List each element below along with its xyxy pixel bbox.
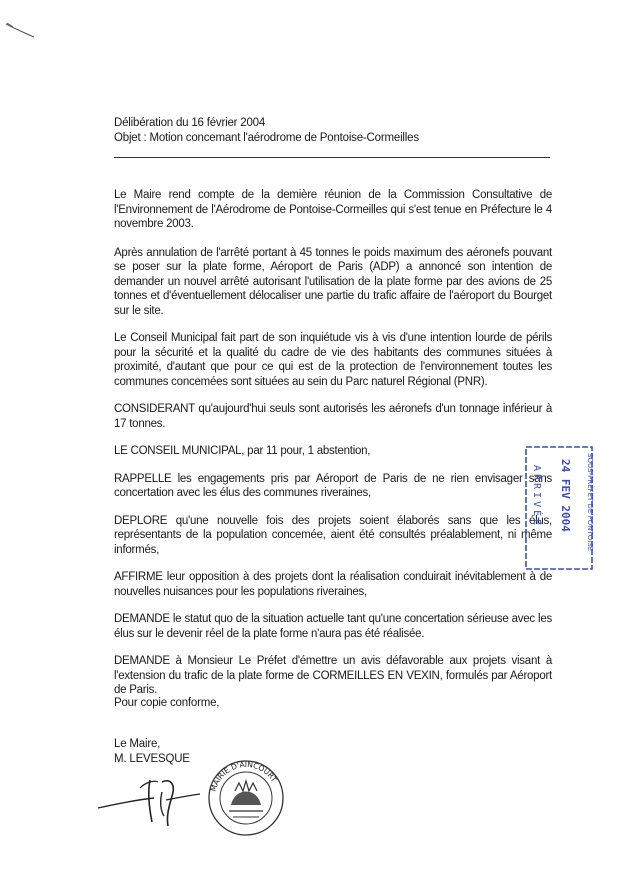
paragraph-context: Après annulation de l'arrêté portant à 45 tonnes le poids maximum des aéronefs pouvant se poser sur la plate forme, Aéroport de Paris (ADP) a annoncé son intention de demander un nouvel arrêté autorisant l'utilisation de la plate forme par des avions de 25 tonnes et d'éventuellement délocaliser une partie du trafic affaire de l'aéroport du Bourget sur le site. bbox=[114, 246, 552, 317]
mairie-seal bbox=[205, 757, 287, 839]
signatory-block bbox=[114, 737, 190, 767]
copy-conforme: Pour copie conforme, bbox=[114, 697, 220, 709]
header-divider bbox=[114, 157, 550, 158]
paragraph-rappelle: RAPPELLE les engagements pris par Aéroport de Paris de ne rien envisager sans concertation avec les élus des communes riveraines, bbox=[114, 472, 552, 499]
signatory-name: M. LEVESQUE bbox=[114, 753, 190, 765]
svg-text:MAIRIE D'AINCOURT: MAIRIE D'AINCOURT bbox=[208, 759, 279, 793]
stamp-status: ARRIVÉE bbox=[531, 465, 542, 529]
paragraph-demande-statut: DEMANDE le statut quo de la situation actuelle tant qu'une concertation sérieuse avec les élus sur le devenir réel de la plate forme n'aura pas été réalisée. bbox=[114, 613, 552, 640]
stamp-date: 24 FEV 2004 bbox=[559, 459, 572, 532]
paragraph-affirme: AFFIRME leur opposition à des projets dont la réalisation conduirait inévitablement à de nouvelles nuisances pour les populations riveraines, bbox=[114, 571, 552, 598]
letter-header bbox=[114, 116, 554, 146]
paragraph-intro: Le Maire rend compte de la demière réunion de la Commission Consultative de l'Environnement de l'Aérodrome de Pontoise-Cormeilles qui s'est tenue en Préfecture le 4 novembre 2003. bbox=[114, 189, 552, 230]
paragraph-vote: LE CONSEIL MUNICIPAL, par 11 pour, 1 abstention, bbox=[114, 445, 371, 457]
paragraph-demande-prefet: DEMANDE à Monsieur Le Préfet d'émettre un avis défavorable aux projets visant à l'extension du trafic de la plate forme de CORMEILLES EN VEXIN, formulés par Aéroport de Paris. bbox=[114, 655, 552, 696]
arrival-stamp bbox=[512, 445, 596, 573]
paragraph-deplore: DEPLORE qu'une nouvelle fois des projets soient élaborés sans que les élus, représentants de la population concemée, aient été consultés préalablement, ni même informés, bbox=[114, 514, 552, 556]
handwritten-signature bbox=[96, 770, 206, 830]
signatory-title: Le Maire, bbox=[114, 738, 161, 750]
subject-line: Objet : Motion concemant l'aérodrome de Pontoise-Cormeilles bbox=[114, 132, 419, 144]
motion-body bbox=[114, 188, 552, 698]
paragraph-concern: Le Conseil Municipal fait part de son inquiétude vis à vis d'une intention lourde de périls pour la sécurité et la qualité du cadre de vie des habitants des communes situées à proximité, d'autant que pour ce qui est de la protection de l'environnement toutes les communes concemées sont situées au sein du Parc naturel Régional (PNR). bbox=[114, 332, 552, 388]
stamp-organization: SOUS-PRÉFET DE PONTOISE bbox=[586, 453, 594, 552]
corner-pen-mark bbox=[4, 18, 38, 40]
deliberation-date: Délibération du 16 février 2004 bbox=[114, 117, 266, 129]
paragraph-considerant: CONSIDERANT qu'aujourd'hui seuls sont autorisés les aéronefs d'un tonnage inférieur à 17 tonnes. bbox=[114, 403, 552, 430]
